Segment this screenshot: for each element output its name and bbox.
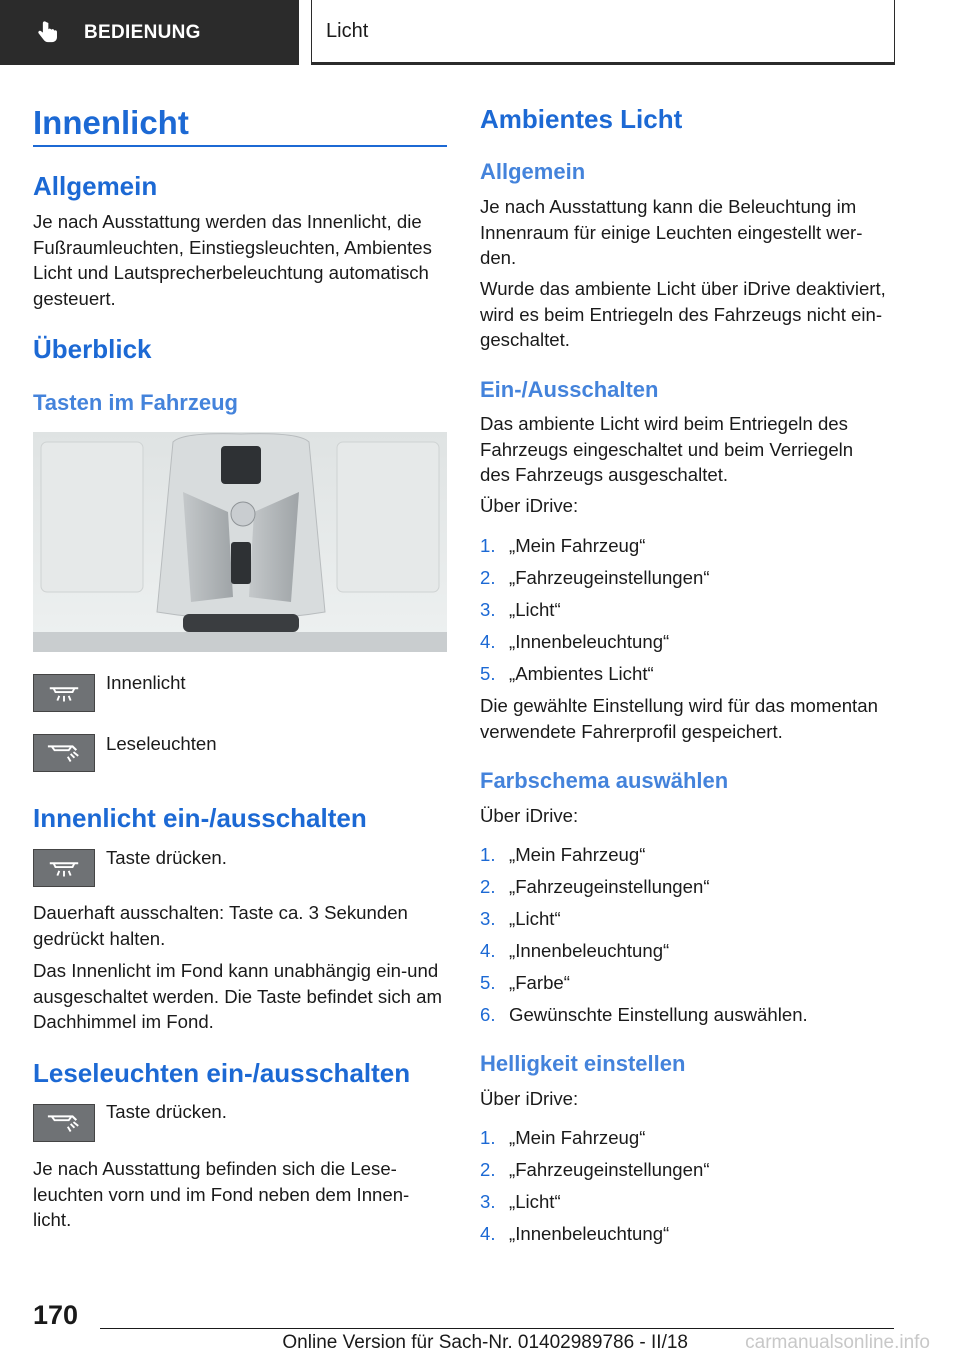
step-text: „Mein Fahrzeug“ — [509, 844, 646, 865]
heading-farbschema: Farbschema auswählen — [480, 768, 729, 793]
step-text: „Mein Fahrzeug“ — [509, 1127, 646, 1148]
heading-ein-ausschalten: Ein-/Ausschalten — [480, 377, 659, 402]
step-text: „Farbe“ — [509, 972, 570, 993]
roof-console-photo — [33, 432, 447, 652]
step-number: 5. — [480, 972, 496, 993]
chapter-tab — [311, 0, 895, 65]
step-text: „Fahrzeugeinstellungen“ — [509, 567, 710, 588]
innen-paragraph-1: Dauerhaft ausschalten: Taste ca. 3 Sekunden gedrückt halten. — [33, 902, 408, 949]
ein-paragraph-2: Die gewählte Einstellung wird für das momentan verwendete Fahrerprofil gespeichert. — [480, 695, 878, 742]
step-text: „Fahrzeugeinstellungen“ — [509, 1159, 710, 1180]
heading-allgemein-right: Allgemein — [480, 159, 586, 184]
innen-taste-text: Taste drücken. — [106, 847, 227, 868]
hand-pointer-icon — [34, 19, 62, 47]
section-tab — [0, 0, 299, 65]
heading-leseleuchten-schalten: Leseleuchten ein-/ausschalten — [33, 1058, 411, 1088]
step-number: 5. — [480, 663, 496, 684]
legend-innenlicht: Innenlicht — [106, 672, 186, 693]
hell-idrive-label: Über iDrive: — [480, 1088, 579, 1109]
step-text: Gewünschte Einstellung auswählen. — [509, 1004, 808, 1025]
step-number: 6. — [480, 1004, 496, 1025]
step-number: 1. — [480, 535, 496, 556]
footer-rule — [100, 1328, 894, 1329]
title-rule — [33, 145, 447, 147]
step-number: 4. — [480, 631, 496, 652]
lese-taste-text: Taste drücken. — [106, 1101, 227, 1122]
page-number: 170 — [33, 1300, 79, 1330]
ein-idrive-label: Über iDrive: — [480, 495, 579, 516]
watermark: carmanualsonline.info — [745, 1332, 930, 1353]
heading-helligkeit: Helligkeit einstellen — [480, 1051, 686, 1076]
step-number: 3. — [480, 1191, 496, 1212]
step-number: 2. — [480, 876, 496, 897]
step-text: „Innenbeleuchtung“ — [509, 631, 670, 652]
step-text: „Licht“ — [509, 599, 561, 620]
page-title: Innenlicht — [33, 104, 189, 141]
chapter-label: Licht — [326, 19, 369, 42]
section-label: BEDIENUNG — [84, 21, 201, 43]
lese-paragraph-1: Je nach Ausstattung befinden sich die Lese-leuchten vorn und im Fond neben dem Innen-licht. — [33, 1158, 410, 1230]
step-text: „Licht“ — [509, 1191, 561, 1212]
innenlicht-icon — [33, 674, 95, 712]
step-text: „Innenbeleuchtung“ — [509, 940, 670, 961]
farb-idrive-label: Über iDrive: — [480, 805, 579, 826]
step-number: 1. — [480, 1127, 496, 1148]
heading-allgemein: Allgemein — [33, 171, 158, 201]
heading-ueberblick: Überblick — [33, 334, 152, 364]
step-number: 3. — [480, 599, 496, 620]
online-version-text: Online Version für Sach-Nr. 01402989786 - II/18 — [282, 1332, 688, 1353]
heading-tasten: Tasten im Fahrzeug — [33, 390, 238, 415]
step-text: „Licht“ — [509, 908, 561, 929]
step-text: „Fahrzeugeinstellungen“ — [509, 876, 710, 897]
legend-leseleuchten: Leseleuchten — [106, 733, 217, 754]
innenlicht-button-icon — [33, 849, 95, 887]
ambient-allgemein-p2: Wurde das ambiente Licht über iDrive deaktiviert, wird es beim Entriegeln des Fahrzeugs nicht ein-geschaltet. — [480, 278, 886, 350]
step-text: „Ambientes Licht“ — [509, 663, 654, 684]
innen-paragraph-2: Das Innenlicht im Fond kann unabhängig ein-und ausgeschaltet werden. Die Taste befindet sich am Dachhimmel im Fond. — [33, 960, 442, 1032]
step-text: „Innenbeleuchtung“ — [509, 1223, 670, 1244]
step-number: 2. — [480, 567, 496, 588]
step-text: „Mein Fahrzeug“ — [509, 535, 646, 556]
heading-ambientes-licht: Ambientes Licht — [480, 104, 683, 134]
step-number: 2. — [480, 1159, 496, 1180]
ambient-allgemein-p1: Je nach Ausstattung kann die Beleuchtung im Innenraum für einige Leuchten eingestellt wer-den. — [480, 196, 863, 268]
step-number: 3. — [480, 908, 496, 929]
leseleuchten-icon — [33, 734, 95, 772]
ein-paragraph-1: Das ambiente Licht wird beim Entriegeln des Fahrzeugs eingeschaltet und beim Verriegeln des Fahrzeugs ausgeschaltet. — [480, 413, 854, 485]
heading-innenlicht-schalten: Innenlicht ein-/ausschalten — [33, 803, 367, 833]
step-number: 1. — [480, 844, 496, 865]
step-number: 4. — [480, 1223, 496, 1244]
allgemein-text: Je nach Ausstattung werden das Innenlicht, die Fußraumleuchten, Einstiegsleuchten, Ambientes Licht und Lautsprecherbeleuchtung automatisch gesteuert. — [33, 211, 432, 309]
step-number: 4. — [480, 940, 496, 961]
leseleuchten-button-icon — [33, 1104, 95, 1142]
